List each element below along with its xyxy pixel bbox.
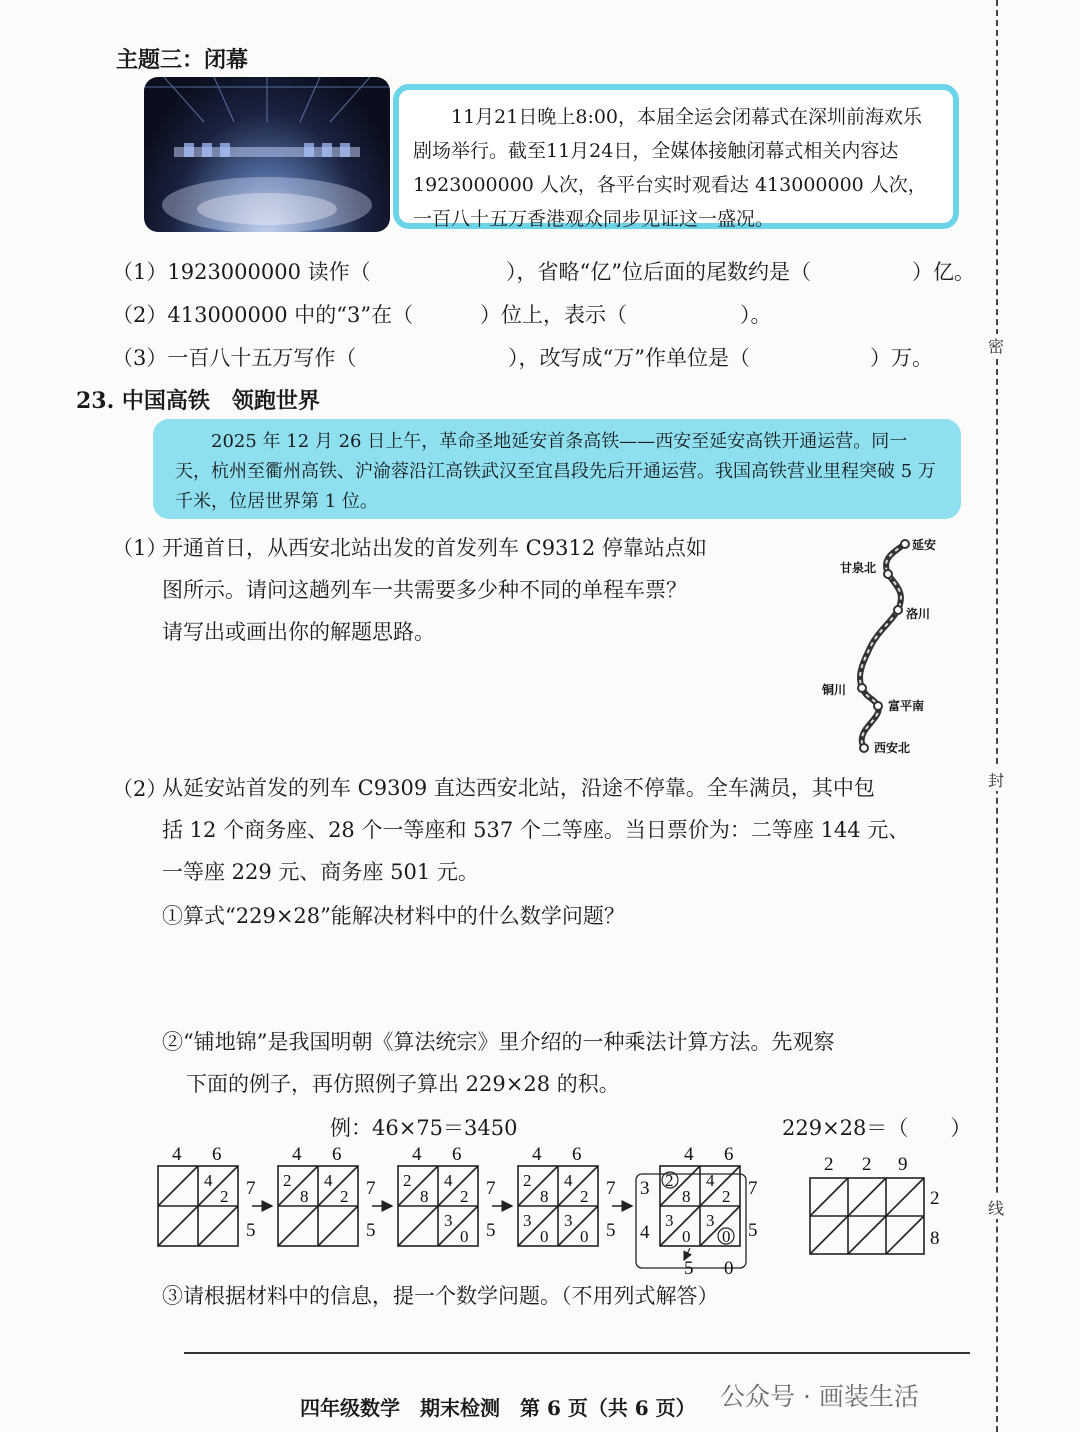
q23-2-line3: 一等座 229 元、商务座 501 元。 [162,860,479,884]
example-label: 例：46×75＝3450 [330,1116,518,1140]
q23-1-label: （1） [112,536,168,560]
q3-part-a: （3）一百八十五万写作（ [112,346,357,370]
station-label-xianbei: 西安北 [874,741,911,755]
svg-text:6: 6 [724,1144,734,1165]
svg-text:5: 5 [486,1220,496,1241]
svg-text:2: 2 [340,1187,349,1206]
svg-text:4: 4 [412,1144,422,1165]
page-footer: 四年级数学 期末检测 第 6 页（共 6 页） [300,1396,696,1420]
railway-route-map [810,528,960,760]
svg-text:2: 2 [523,1171,532,1190]
svg-text:4: 4 [684,1144,694,1165]
svg-text:5: 5 [366,1220,376,1241]
example-step-4 [518,1144,632,1246]
svg-text:4: 4 [444,1171,453,1190]
q2-part-c: ）。 [740,303,772,327]
svg-text:7: 7 [486,1178,496,1199]
svg-text:2: 2 [722,1187,731,1206]
q3-part-b: ），改写成“万”作单位是（ [508,346,750,370]
svg-text:2: 2 [862,1154,872,1175]
svg-text:3: 3 [665,1211,674,1230]
station-luochuan-dot [894,606,902,614]
result-digit-1: 3 [640,1178,650,1199]
station-label-yanan: 延安 [912,538,937,552]
station-ganquanbei-dot [884,570,892,578]
svg-text:2: 2 [220,1187,229,1206]
station-xianbei-dot [860,744,868,752]
svg-text:8: 8 [420,1187,429,1206]
watermark: 公众号 · 画装生活 [720,1382,919,1411]
station-label-tongchuan: 铜川 [822,683,847,697]
q23-title: 23. 中国高铁 领跑世界 [76,388,320,414]
q23-1-line1: 开通首日，从西安北站出发的首发列车 C9312 停靠站点如 [162,536,707,560]
svg-text:2: 2 [665,1171,674,1190]
q23-2-sub2-line2: 下面的例子，再仿照例子算出 229×28 的积。 [186,1072,620,1096]
svg-text:8: 8 [930,1228,940,1249]
svg-text:4: 4 [204,1171,213,1190]
svg-text:0: 0 [682,1227,691,1246]
q23-1-line3: 请写出或画出你的解题思路。 [162,620,435,644]
example-step-2 [278,1144,392,1246]
example-step-5 [636,1144,758,1278]
svg-text:2: 2 [403,1171,412,1190]
svg-text:9: 9 [898,1154,908,1175]
example-step-1 [158,1144,272,1246]
closing-ceremony-photo [144,77,390,232]
svg-text:0: 0 [580,1227,589,1246]
svg-text:7: 7 [246,1178,256,1199]
q23-1-line2: 图所示。请问这趟列车一共需要多少种不同的单程车票？ [162,578,687,602]
station-yanan-dot [901,540,909,548]
svg-text:6: 6 [332,1144,342,1165]
q23-2-sub2-line1: ②“铺地锦”是我国明朝《算法统宗》里介绍的一种乘法计算方法。先观察 [162,1030,835,1054]
svg-text:3: 3 [523,1211,532,1230]
example-step-3 [398,1144,512,1246]
svg-text:8: 8 [682,1187,691,1206]
q1-part-b: ），省略“亿”位后面的尾数约是（ [506,260,811,284]
svg-text:2: 2 [283,1171,292,1190]
svg-text:4: 4 [532,1144,542,1165]
footer-rule [184,1352,970,1354]
binding-char-feng: 封 [984,768,1008,791]
result-digit-2: 4 [640,1222,650,1243]
svg-text:2: 2 [580,1187,589,1206]
svg-text:6: 6 [572,1144,582,1165]
svg-text:0: 0 [540,1227,549,1246]
theme3-title: 主题三：闭幕 [116,47,249,73]
svg-text:4: 4 [324,1171,333,1190]
binding-char-mi: 密 [984,334,1008,357]
q23-2-label: （2） [112,777,168,801]
svg-text:7: 7 [748,1178,758,1199]
svg-text:7: 7 [606,1178,616,1199]
q1-part-c: ）亿。 [912,260,975,284]
svg-text:2: 2 [460,1187,469,1206]
svg-text:4: 4 [564,1171,573,1190]
q1-part-a: （1）1923000000 读作（ [112,260,371,284]
station-tongchuan-dot [858,684,866,692]
result-digit-4: 0 [724,1258,734,1278]
station-label-luochuan: 洛川 [906,607,931,621]
svg-text:8: 8 [300,1187,309,1206]
q23-2-sub1: ①算式“229×28”能解决材料中的什么数学问题？ [162,904,625,928]
result-digit-3: 5 [684,1258,694,1278]
svg-text:8: 8 [540,1187,549,1206]
svg-text:5: 5 [606,1220,616,1241]
closing-ceremony-passage: 11月21日晚上8:00，本届全运会闭幕式在深圳前海欢乐剧场举行。截至11月24日，全媒体接触闭幕式相关内容达 1923000000 人次，各平台实时观看达 413000000 人次，一百八十五万香港观众同步见证这一盛况。 [393,84,959,229]
binding-char-xian: 线 [984,1196,1008,1219]
svg-text:3: 3 [564,1211,573,1230]
q2-part-b: ）位上，表示（ [480,303,627,327]
svg-text:3: 3 [444,1211,453,1230]
q23-2-line2: 括 12 个商务座、28 个一等座和 537 个二等座。当日票价为：二等座 144 元、 [162,818,910,842]
svg-text:4: 4 [292,1144,302,1165]
svg-text:2: 2 [824,1154,834,1175]
station-fupingnan-dot [874,702,882,710]
svg-text:6: 6 [212,1144,222,1165]
q3-part-c: ）万。 [870,346,933,370]
q23-2-sub3: ③请根据材料中的信息，提一个数学问题。（不用列式解答） [162,1284,719,1308]
svg-text:3: 3 [706,1211,715,1230]
svg-text:6: 6 [452,1144,462,1165]
station-label-ganquanbei: 甘泉北 [840,561,877,575]
q23-2-line1: 从延安站首发的列车 C9309 直达西安北站，沿途不停靠。全车满员，其中包 [162,776,875,800]
svg-text:4: 4 [172,1144,182,1165]
puditjin-diagrams [150,1140,970,1278]
svg-text:0: 0 [722,1227,731,1246]
svg-text:5: 5 [246,1220,256,1241]
q2-part-a: （2）413000000 中的“3”在（ [112,303,414,327]
station-label-fupingnan: 富平南 [888,699,925,713]
exercise-grid [810,1154,940,1254]
svg-text:4: 4 [706,1171,715,1190]
svg-text:5: 5 [748,1220,758,1241]
svg-text:7: 7 [366,1178,376,1199]
svg-text:0: 0 [460,1227,469,1246]
svg-text:2: 2 [930,1188,940,1209]
exercise-label: 229×28＝（ ） [782,1116,972,1140]
high-speed-rail-passage: 2025 年 12 月 26 日上午，革命圣地延安首条高铁——西安至延安高铁开通运营。同一天，杭州至衢州高铁、沪渝蓉沿江高铁武汉至宜昌段先后开通运营。我国高铁营业里程突破 5 万千米，位居世界第 1 位。 [153,419,961,519]
